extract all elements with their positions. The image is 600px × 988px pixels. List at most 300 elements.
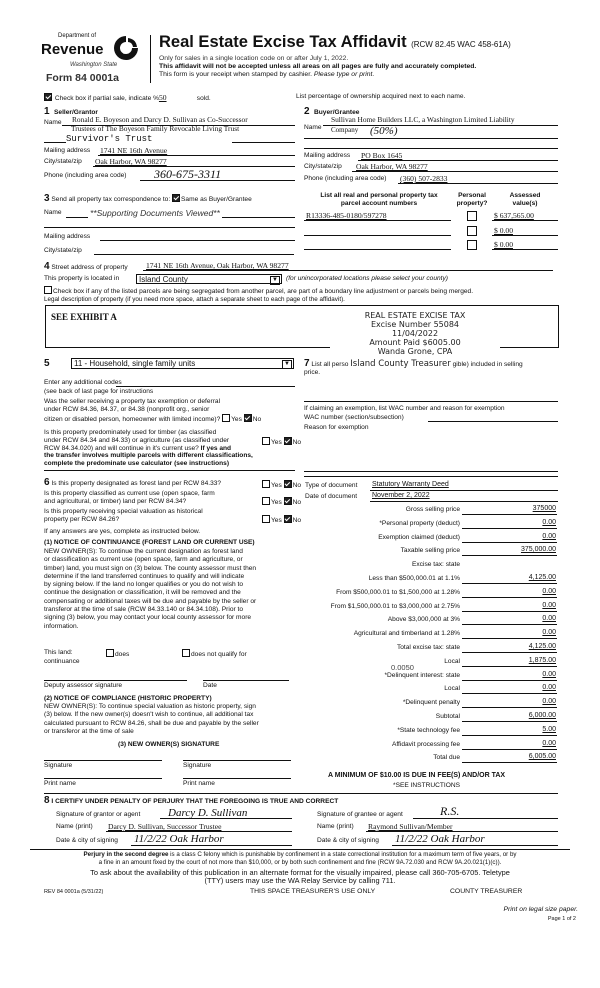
subtitle-3 [159,71,374,79]
notice-line: timber) land, you must sign on (3) below. The county assessor must then [44,564,257,572]
yes-checkbox[interactable] [262,437,270,445]
stamp-amount: Amount Paid $6005.00 [330,338,500,347]
yes-label: Yes [271,482,282,489]
notice-line: NEW OWNER(S): To continue special valuation as historic property, sign [44,703,256,710]
ownership-note: List percentage of ownership acquired next to each name. [296,93,466,100]
seller-city-label: City/state/zip [44,158,82,165]
perjury-notice [0,851,600,866]
personal-property-checkbox[interactable] [467,226,477,236]
tax-value[interactable]: 375,000.00 [520,546,556,554]
tax-value[interactable]: 0.00 [542,739,556,747]
q-text: Is this property designated as forest land per RCW 84.33? [51,480,222,487]
personal-property-input[interactable] [304,401,558,402]
notice2-title: (2) NOTICE OF COMPLIANCE (HISTORIC PROPERTY) [44,695,212,702]
grantee-signature[interactable]: R.S. [440,804,460,818]
seller-name-label: Name [44,119,62,126]
agency-state: Washington State [70,62,118,68]
page-title: Real Estate Excise Tax Affidavit [159,33,407,51]
tax-value[interactable]: 375000 [532,505,556,512]
current-use-answer [262,497,301,506]
notice-line: information. [44,622,79,630]
print-name-label: Print name [44,780,76,787]
line [98,155,295,156]
tax-label: Gross selling price [405,506,460,513]
forest-answer [262,480,301,489]
grantee-date[interactable]: 11/2/22 Oak Harbor [395,833,485,845]
header-text: property? [456,200,488,207]
tax-line [462,749,557,750]
tax-line [462,721,557,722]
tax-value[interactable]: 0.00 [542,684,556,692]
no-checkbox[interactable] [284,515,292,523]
correspondence-heading [44,193,252,205]
tax-value[interactable]: 1,875.00 [528,656,556,664]
yes-label: Yes [231,415,242,423]
line [358,160,558,161]
section-number: 3 [44,193,50,204]
title-row [159,33,511,54]
line [392,845,558,846]
tax-line [462,555,557,556]
section-number: 7 [304,358,310,369]
doc-type-label: Type of document [305,482,358,489]
line [323,125,558,126]
line [143,270,553,271]
timber-question [44,429,253,468]
agency-line: Department of [58,33,97,39]
perjury-text-2: a fine in an amount fixed by the court of not more than $10,000, or by both such confinement and fine (RCW 9A.72.030 and RCW 9A.20.021(1)(c)). [98,858,502,866]
notice-line: transferor at the time of sale (RCW 84.33.140 or 84.34.108). Prior to [44,606,244,614]
tax-value[interactable]: 0.00 [542,629,556,637]
section-label: Buyer/Grantee [314,109,360,116]
header-text: value(s) [512,200,538,207]
tax-line [462,583,557,584]
if-yes-note: If any answers are yes, complete as instructed below. [44,528,201,535]
signature-label: Signature [183,762,212,769]
q-text: Is this property receiving special valuation as historical [44,508,203,515]
no-checkbox[interactable] [284,480,292,488]
dropdown-arrow-icon[interactable]: ▼ [270,276,280,285]
statute-ref: (RCW 82.45 WAC 458-61A) [411,40,511,49]
partial-sale-checkbox[interactable] [44,93,52,101]
q-text: complete the predominate use calculator (see instructions) [44,460,230,468]
owner-signature-1[interactable] [44,760,162,761]
q-text: If yes and [200,444,232,452]
legal-description[interactable]: SEE EXHIBIT A [51,312,117,322]
q-text: RCW 84.34.020) and will continue in it's current use? [44,444,199,452]
yes-checkbox[interactable] [222,414,230,422]
tax-label: *Delinquent penalty [402,699,460,707]
print-legal-note: Print on legal size paper. [503,906,578,913]
grantee-sig-label: Signature of grantee or agent [317,811,403,818]
assessed-header [500,192,550,208]
no-checkbox[interactable] [284,437,292,445]
grantee-name[interactable]: Raymond Sullivan/Member [368,822,453,831]
signature-label: Signature [44,762,73,769]
line [30,849,570,850]
see-back-note: (see back of last page for instructions [44,388,154,395]
line [413,818,558,819]
perjury-text: is a class C felony which is punishable by confinement in a state correctional institution for a maximum term of five years, or by [168,851,517,858]
tax-line [462,652,557,653]
continuance-label: continuance [44,658,80,665]
tax-line [462,528,557,529]
line [370,490,558,491]
tax-value[interactable]: 0.00 [542,698,556,706]
type-note: Please type or print. [313,71,375,78]
does-not-label: does not qualify for [191,651,247,658]
notice-line: (3) below. If the new owner(s) doesn't wish to continue, all additional tax [44,711,254,719]
tax-line [462,666,557,667]
q-text: under RCW 84.34 and 84.33) or agriculture (as classified under [44,436,230,444]
located-label: This property is located in [44,275,120,282]
partial-sale-label: Check box if partial sale, indicate % [54,95,159,102]
value-line [492,220,558,221]
value-line [492,235,558,236]
agency-name: Revenue [41,41,104,58]
line [304,148,558,149]
seller-phone-label: Phone (including area code) [44,172,127,179]
notice-line: NEW OWNER(S): To continue the current designation as forest land [44,548,243,555]
revision-code: REV 84 0001a (5/31/22) [44,889,104,895]
tax-value[interactable]: 0.00 [542,670,556,678]
partial-sale-row [44,93,211,102]
corr-mailing-label: Mailing address [44,233,91,240]
grantee-date-label: Date & city of signing [317,837,379,844]
line [304,476,558,477]
tax-label: Exemption claimed (deduct) [378,533,460,541]
notice-line: signing (3) below, you may contact your local county assessor for more [44,614,252,622]
yes-label: Yes [271,499,282,506]
accessibility-notice [0,869,600,885]
tax-line [462,762,557,763]
section-number: 4 [44,261,50,272]
notice-line: compensating or additional taxes will be due and payable by the seller or [44,597,257,605]
parcel-header [314,192,444,208]
wac-input[interactable] [428,421,558,422]
tax-line [462,624,557,625]
stamp-signer: Wanda Grone, CPA [330,347,500,356]
same-as-buyer-checkbox[interactable] [172,194,180,202]
dor-logo-icon [112,34,140,62]
tax-line [462,597,557,598]
deputy-signature-line[interactable] [44,680,187,681]
seller-mailing-label: Mailing address [44,147,91,154]
treasurer-stamp [330,311,500,356]
line [94,254,294,255]
current-use-question [44,490,215,506]
seller-city[interactable]: Oak Harbor, WA 98277 [95,157,167,166]
tax-line [462,514,557,515]
section-number: 5 [44,358,50,369]
buyer-phone[interactable]: (360) 507-2833 [400,174,448,183]
does-not-checkbox[interactable] [182,649,190,657]
tax-label: Local [444,685,460,693]
header-text: parcel account numbers [340,200,418,207]
q-text: under RCW 84.36, 84.37, or 84.38 (nonprofit org., senior [44,405,210,413]
certify-text: I CERTIFY UNDER PENALTY OF PERJURY THAT THE FOREGOING IS TRUE AND CORRECT [51,798,339,805]
does-checkbox[interactable] [106,649,114,657]
q-text: Is this property predominately used for timber (as classified [44,429,217,436]
county-value: Island County [139,275,188,284]
does-not-option [182,649,247,658]
yes-checkbox[interactable] [262,497,270,505]
line [44,227,295,228]
stamp-treasurer: Island County Treasurer [350,359,451,369]
line [398,183,558,184]
additional-codes-input[interactable] [116,386,295,387]
tax-value[interactable]: 0.00 [542,532,556,540]
partial-sale-suffix: sold. [196,95,211,102]
grantor-signature[interactable]: Darcy D. Sullivan [168,807,248,819]
seller-name-1[interactable]: Ronald E. Boyeson and Darcy D. Sullivan as Co-Successor [72,115,248,124]
assessed-value[interactable]: $ 0.00 [494,240,513,249]
tax-label: *State technology fee [397,726,460,734]
tax-value[interactable]: 4,125.00 [528,574,556,581]
deputy-date-label: Date [203,682,217,689]
timber-answer [262,437,301,446]
section-number: 8 [44,795,50,806]
grantor-name[interactable]: Darcy D. Sullivan, Successor Trustee [108,822,222,831]
line [232,142,295,143]
tax-label: Total due [433,754,460,762]
tax-label: Affidavit processing fee [391,740,460,748]
owner-print-1[interactable] [44,778,162,779]
page-number: Page 1 of 2 [547,916,576,922]
tax-label: Excise tax: state [411,561,460,569]
county-treasurer: COUNTY TREASURER [450,888,523,895]
notice-line: or transferor at the time of sale [44,727,134,735]
grantor-date-label: Date & city of signing [56,837,118,844]
line [100,240,295,241]
yes-label: Yes [271,517,282,524]
tax-value[interactable]: 6,005.00 [528,753,556,761]
additional-codes-label: Enter any additional codes [44,379,122,386]
parcel-number[interactable]: R13336-485-0180/597278 [306,211,387,220]
subtitle-1: Only for sales in a single location code on or after July 1, 2022. [159,55,349,62]
line [44,470,295,471]
seller-phone[interactable]: 360-675-3311 [154,167,222,181]
personal-property-checkbox[interactable] [467,240,477,250]
legal-label: Legal description of property (if you need more space, attach a separate sheet to each page of the affidavit). [44,296,345,303]
q-text: Is this property classified as current use (open space, farm [44,490,215,497]
notice-line: calculated pursuant to RCW 84.26, shall be due and payable by the seller [44,719,259,727]
tax-label: From $500,000.01 to $1,500,000 at 1.28% [336,588,460,596]
access-text-2: (TTY) users may use the WA Relay Service by calling 711. [204,876,396,885]
tax-line [462,735,557,736]
q-text: and agricultural, or timber) land per RCW 84.34? [44,497,187,505]
this-land-label: This land: [44,649,73,656]
doc-date[interactable]: November 2, 2022 [372,492,430,499]
tax-label: Less than $500,000.01 at 1.1% [368,575,460,582]
q-text: Was the seller receiving a property tax exemption or deferral [44,398,221,405]
buyer-mailing[interactable]: PO Box 1645 [361,151,403,160]
dropdown-arrow-icon[interactable]: ▼ [282,360,292,369]
line [131,845,292,846]
subtitle-2: This affidavit will not be accepted unless all areas on all pages are fully and accurately completed. [159,63,477,70]
tax-line [462,707,557,708]
notice1-title: (1) NOTICE OF CONTINUANCE (FOREST LAND OR CURRENT USE) [44,539,255,546]
assessed-value[interactable]: $ 0.00 [494,226,513,235]
stamp-excise-number: Excise Number 55084 [370,320,460,329]
stamp-date: 11/04/2022 [391,329,439,338]
tax-label: Agricultural and timberland at 1.28% [353,630,460,638]
reason-input[interactable] [304,471,558,472]
tax-label: Above $3,000,000 at 3% [387,616,460,624]
no-checkbox[interactable] [284,497,292,505]
tax-value[interactable]: 4,125.00 [528,643,556,650]
notice1-body [44,548,256,631]
corr-city-label: City/state/zip [44,247,82,254]
notice2-body [44,703,259,736]
tax-label: Local [444,657,460,665]
doc-type[interactable]: Statutory Warranty Deed [372,481,449,488]
tax-line [462,680,557,681]
doc-date-label: Date of document [305,493,358,500]
use-code-select[interactable] [71,358,294,369]
treasurer-space: THIS SPACE TREASURER'S USE ONLY [250,888,376,895]
buyer-ownership-percent[interactable]: (50%) [370,125,398,137]
no-label: No [292,482,302,489]
exemption-label: If claiming an exemption, list WAC number and reason for exemption [304,405,505,412]
tax-value[interactable]: 5.00 [542,725,556,733]
notice3-title: (3) NEW OWNER(S) SIGNATURE [118,741,220,748]
line [370,501,558,502]
does-label: does [115,651,130,658]
tax-line [462,611,557,612]
tax-value[interactable]: 0.00 [542,518,556,526]
parcel-line [304,220,451,221]
no-label: No [292,499,302,506]
no-label: No [292,439,302,446]
buyer-mailing-label: Mailing address [304,152,351,159]
assessed-value[interactable]: $ 637,565.00 [494,211,534,220]
line [304,138,558,139]
tax-value[interactable]: 0.00 [542,615,556,623]
section7-label: List all perso [311,361,349,368]
tax-value[interactable]: 0.00 [542,587,556,595]
buyer-name-2[interactable]: Company [331,126,359,134]
line [44,142,66,143]
certify-heading [44,795,338,807]
header-divider [150,35,151,83]
grantor-sig-label: Signature of grantor or agent [56,811,141,818]
correspondence-label: Send all property tax correspondence to: [51,196,171,203]
q-text: the transfer involves multiple parcels with different classifications, [44,452,253,460]
local-rate: 0.0050 [391,663,414,672]
q-text: property per RCW 84.26? [44,515,120,523]
same-as-buyer-label: Same as Buyer/Grantee [181,196,252,203]
buyer-city[interactable]: Oak Harbor, WA 98277 [356,162,428,171]
tax-label: From $1,500,000.01 to $3,000,000 at 2.75% [330,602,460,610]
owner-signature-2[interactable] [183,760,291,761]
minimum-due-note: A MINIMUM OF $10.00 IS DUE IN FEE(S) AND/OR TAX [328,772,506,779]
personal-property-checkbox[interactable] [467,211,477,221]
yes-label: Yes [271,439,282,446]
tax-line [462,638,557,639]
corr-name-label: Name [44,209,62,216]
no-label: No [252,415,262,423]
buyer-name-1[interactable]: Sullivan Home Builders LLC, a Washington Limited Liability [331,115,515,124]
print-name-label: Print name [183,780,215,787]
segregated-checkbox[interactable] [44,286,52,294]
notice-line: determine if the land transferred continues to qualify and will indicate [44,572,245,580]
seller-exemption-question [44,398,261,423]
seller-name-3[interactable]: Survivor's Trust [66,134,153,144]
section-number: 2 [304,106,310,117]
see-instructions: *SEE INSTRUCTIONS [393,782,461,789]
section7-label-end: gible) included in selling [452,361,523,368]
tax-line [462,542,557,543]
use-code-value: 11 - Household, single family units [74,359,196,368]
wac-label: WAC number (section/subsection) [304,414,404,421]
reason-label: Reason for exemption [304,424,369,431]
corr-name[interactable]: **Supporting Documents Viewed** [90,208,220,218]
yes-checkbox[interactable] [262,515,270,523]
yes-checkbox[interactable] [262,480,270,488]
form-number: Form 84 0001a [46,72,119,84]
section7-heading [304,358,523,370]
value-line [492,249,558,250]
forest-question [44,477,221,489]
street-row [44,261,128,273]
buyer-phone-label: Phone (including area code) [304,175,387,182]
owner-print-2[interactable] [183,778,291,779]
line [106,831,292,832]
seller-mailing[interactable]: 1741 NE 16th Avenue [100,146,168,155]
county-select[interactable] [136,274,282,284]
county-note: (for unincorporated locations please select your county) [286,275,449,282]
segregated-label: Check box if any of the listed parcels are being segregated from another parcel, are part of a boundary line adjustment or parcels being merged. [53,288,474,295]
grantee-name-label: Name (print) [317,823,354,830]
tax-label: Total excise tax: state [396,644,460,651]
tax-value[interactable]: 6,000.00 [528,712,556,719]
seller-name-2[interactable]: Trustees of The Boyeson Family Revocable Living Trust [71,124,240,133]
tax-label: Taxable selling price [400,547,460,555]
tax-line [462,693,557,694]
buyer-city-label: City/state/zip [304,163,342,170]
q-text: citizen or disabled person, homeowner with limited income)? [44,415,221,423]
buyer-name-label: Name [304,124,322,131]
line [44,793,558,794]
section-number: 6 [44,477,50,488]
notice-line: by signing below. If the land no longer qualifies or you do not wish to [44,581,244,589]
grantor-date[interactable]: 11/2/22 Oak Harbor [134,833,224,845]
header-text: Personal [458,192,486,199]
tax-label: *Delinquent interest: state [384,671,460,679]
no-checkbox[interactable] [244,414,252,422]
historic-answer [262,515,301,524]
tax-label: *Personal property (deduct) [379,519,460,527]
street-label: Street address of property [51,264,128,271]
section-number: 1 [44,106,50,117]
line [352,171,558,172]
tax-value[interactable]: 0.00 [542,601,556,609]
historic-question [44,508,203,524]
notice-line: or classification as current use (open space, farm and agriculture, or [44,556,243,564]
receipt-note: This form is your receipt when stamped by cashier. [159,71,312,78]
parcel-line [304,249,451,250]
header-text: Assessed [509,192,541,199]
tax-label: Subtotal [435,713,460,720]
partial-sale-percent[interactable]: 50 [158,93,167,102]
property-street[interactable]: 1741 NE 16th Avenue, Oak Harbor, WA 98277 [146,261,289,270]
deputy-date-line[interactable] [203,680,289,681]
notice-line: continue the designation or classification, it will be removed and the [44,589,241,597]
personal-header [452,192,492,208]
access-text: To ask about the availability of this publication in an alternate format for the visually impaired, please call 360-705-6705. Teletype [90,868,510,877]
perjury-bold: Perjury in the second degree [83,851,169,858]
